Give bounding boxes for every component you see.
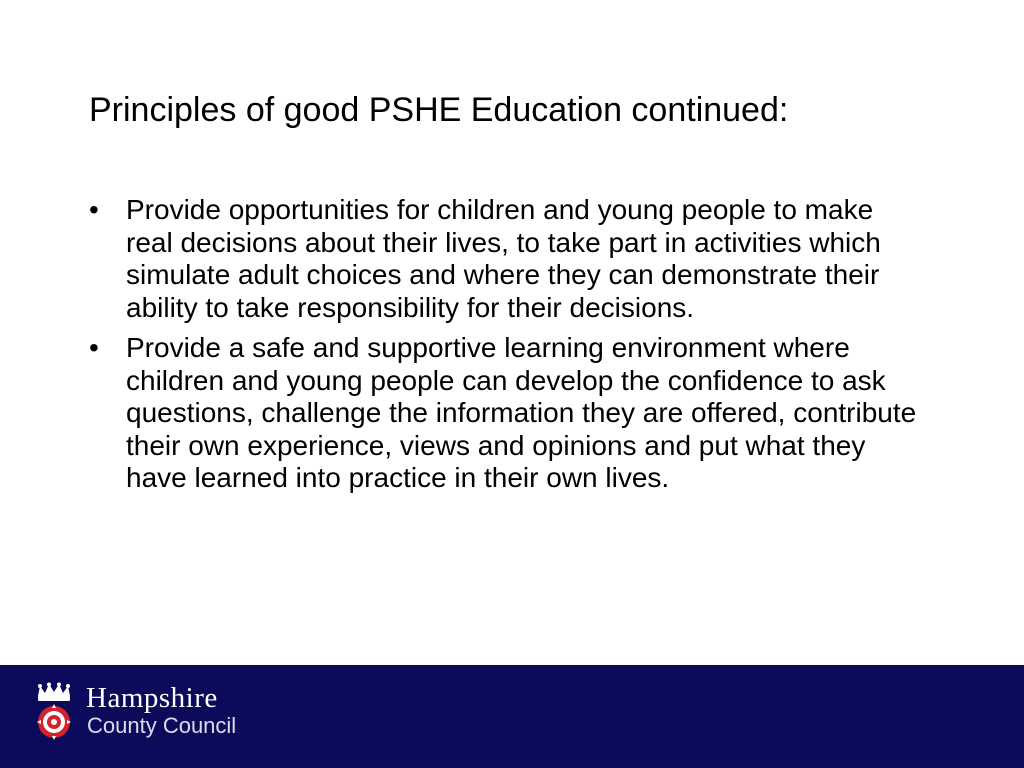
bullet-item [89, 332, 919, 495]
slide-title: Principles of good PSHE Education continued: [89, 91, 789, 129]
logo-subtitle: County Council [87, 713, 237, 738]
bullet-list [89, 194, 919, 503]
bullet-text: Provide opportunities for children and young people to make real decisions about their lives, to take part in activities which simulate adult choices and where they can demonstrate their ability to take responsibility for their decisions. [126, 194, 881, 323]
bullet-item [89, 194, 919, 324]
bullet-text: Provide a safe and supportive learning environment where children and young people can develop the confidence to ask questions, challenge the information they are offered, contribute their own experience, views and opinions and put what they have learned into practice in their own lives. [126, 332, 917, 493]
bullet-marker: • [89, 332, 99, 363]
logo-name: Hampshire [86, 682, 218, 714]
hampshire-crown-rose-icon [32, 682, 76, 742]
hampshire-logo [32, 682, 272, 742]
bullet-marker: • [89, 194, 99, 225]
